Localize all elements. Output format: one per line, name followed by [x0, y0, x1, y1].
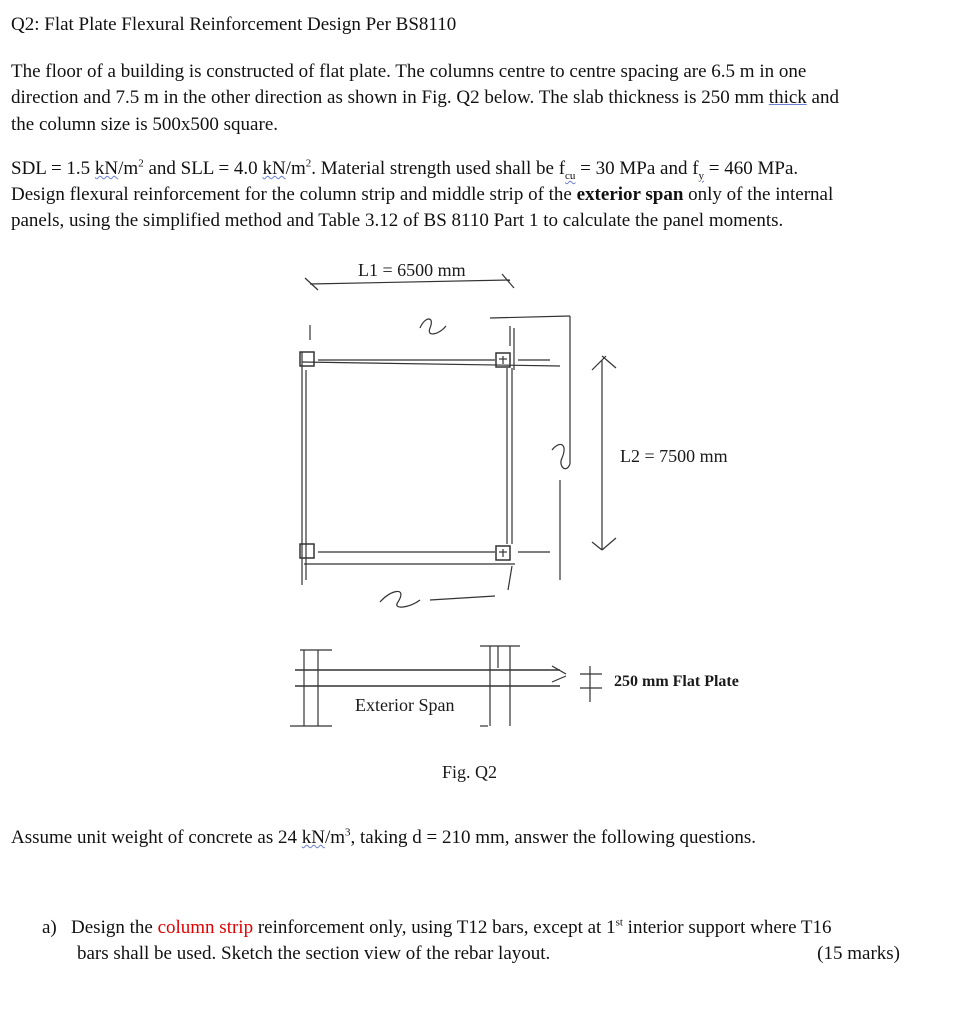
paragraph-2-line-1 [11, 157, 799, 182]
break-symbol-right [552, 444, 570, 468]
unit-kn-2: kN [262, 158, 286, 179]
column-strip-highlight: column strip [157, 917, 254, 938]
paragraph-1-line-3: the column size is 500x500 square. [11, 114, 279, 135]
assume-line [11, 828, 756, 847]
material-text: . Material strength used shall be f [311, 158, 566, 179]
sup-2: 2 [138, 157, 144, 170]
sup-2b: 2 [305, 157, 312, 170]
p1-thick-word: thick [768, 87, 807, 108]
fcu-value: = 30 MPa and f [575, 158, 699, 179]
assume-text-a: Assume unit weight of concrete as 24 [11, 827, 302, 848]
l2-arrow-bottom-b [602, 538, 616, 550]
top-edge-right [490, 316, 570, 318]
question-a-text-a: Design the [71, 917, 158, 938]
unit-m-2: /m [285, 158, 306, 179]
l2-arrow-bottom-a [592, 542, 602, 550]
l2-label: L2 = 7500 mm [620, 446, 728, 466]
question-a-text-c: interior support where T16 [622, 917, 832, 938]
paragraph-1-line-1: The floor of a building is constructed of flat plate. The columns centre to centre spacing are 6.5 m in one [11, 61, 807, 82]
sdl-text: SDL = 1.5 [11, 158, 95, 179]
exterior-span-label: Exterior Span [355, 695, 455, 715]
paragraph-2-line-2 [11, 185, 833, 204]
sup-st: st [615, 916, 623, 929]
fy-value: = 460 MPa. [704, 158, 799, 179]
fcu-sub: cu [565, 169, 576, 182]
paragraph-1-line-2 [11, 88, 839, 107]
unit-kn: kN [94, 158, 119, 179]
question-a-line-1 [42, 918, 832, 937]
break-symbol-bottom [380, 591, 420, 607]
fy-sub: y [698, 169, 705, 182]
l1-dimension-line [310, 280, 510, 284]
sup-3: 3 [345, 826, 351, 839]
figure-q2 [270, 250, 790, 790]
question-a-marks: (15 marks) [817, 943, 900, 964]
p1-line2-end: and [806, 87, 839, 108]
assume-text-b: , taking d = 210 mm, answer the following questions. [350, 827, 756, 848]
p1-line2-text: direction and 7.5 m in the other direction as shown in Fig. Q2 below. The slab thickness is 250 mm [11, 87, 769, 108]
question-a-text-b: reinforcement only, using T12 bars, except at 1 [253, 917, 616, 938]
assume-unit-kn: kN [301, 827, 325, 848]
flat-plate-label: 250 mm Flat Plate [614, 673, 739, 690]
p2-line2-text: Design flexural reinforcement for the column strip and middle strip of the [11, 184, 577, 205]
l1-label: L1 = 6500 mm [358, 260, 466, 280]
bottom-break-line [430, 596, 495, 600]
unit-m: /m [118, 158, 139, 179]
top-beam-outer [302, 362, 560, 366]
figure-caption: Fig. Q2 [442, 762, 498, 782]
right-break-tail [508, 566, 512, 590]
exterior-span-bold: exterior span [576, 184, 684, 205]
paragraph-2-line-3: panels, using the simplified method and Table 3.12 of BS 8110 Part 1 to calculate the panel moments. [11, 210, 784, 231]
l1-tick-right [502, 274, 514, 288]
p2-line2-end: only of the internal [683, 184, 834, 205]
sll-text: and SLL = 4.0 [143, 158, 263, 179]
question-a-prefix: a) [42, 917, 57, 938]
assume-unit-m: /m [324, 827, 346, 848]
question-title: Q2: Flat Plate Flexural Reinforcement Design Per BS8110 [11, 14, 457, 35]
slab-break-b [552, 676, 566, 682]
l2-arrow-top-b [602, 356, 616, 368]
question-a-line-2: bars shall be used. Sketch the section view of the rebar layout. [77, 943, 551, 964]
break-symbol-top [420, 319, 446, 334]
